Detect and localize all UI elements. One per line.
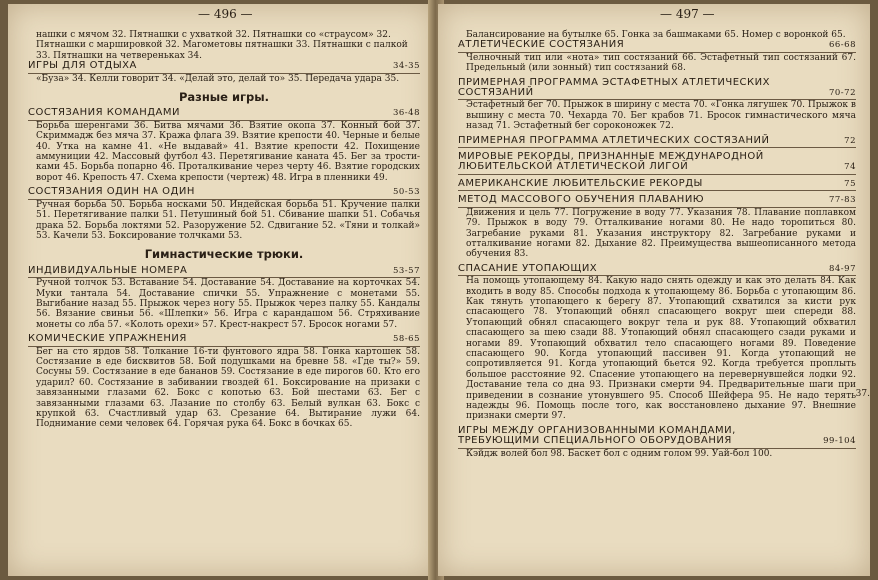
entry-heading [28, 266, 420, 278]
toc-entry [458, 179, 856, 191]
entry-heading [458, 426, 856, 449]
entry-title: СПАСАНИЕ УТОПАЮЩИХ [458, 262, 598, 274]
entry-heading [28, 187, 420, 199]
toc-entry [458, 136, 856, 148]
right-page-content [458, 30, 856, 463]
right-page [438, 4, 870, 576]
toc-entry [28, 61, 420, 84]
entry-subtopics: Кэйдж волей бол 98. Баскет бол с одним голом 99. Уай-бол 100. [466, 448, 773, 459]
toc-entry [458, 264, 856, 422]
entry-pages: 77-83 [828, 195, 856, 206]
entry-pages: 34-35 [392, 61, 420, 72]
entry-subtopics: Движения и цель 77. Погружение в воду 77. Указания 78. Плавание поплавком 79. Прыжок в воду 79. Отталкивание ногами 80. Не надо торопиться 80. Загребание руками 81. Указания инструктору 82. Загребание руками и отталкивание ногами 82. Дыхание 82. Преимущества вышеописанного метода обучения 83. [466, 207, 856, 260]
entry-title: АТЛЕТИЧЕСКИЕ СОСТЯЗАНИЯ [458, 39, 625, 51]
toc-entry [458, 195, 856, 259]
toc-entry [28, 108, 420, 183]
toc-entry [28, 266, 420, 330]
entry-heading [458, 40, 856, 52]
toc-entry [28, 187, 420, 241]
toc-entry [458, 40, 856, 73]
entry-pages: 99-104 [823, 436, 856, 447]
entry-heading [458, 136, 856, 148]
entry-pages: 66-68 [828, 40, 856, 51]
entry-title: ИГРЫ МЕЖДУ ОРГАНИЗОВАННЫМИ КОМАНДАМИ, ТРЕБУЮЩИМИ СПЕЦИАЛЬНОГО ОБОРУДОВАНИЯ [458, 424, 736, 447]
entry-pages: 36-48 [392, 108, 420, 119]
entry-subtopics: Челночный тип или «нота» тип состязаний 66. Эстафетный тип состязаний 67. Предельный (или зонный) тип состязаний 68. [466, 52, 856, 74]
entry-title: МЕТОД МАССОВОГО ОБУЧЕНИЯ ПЛАВАНИЮ [458, 194, 705, 206]
edge-fragment: 37. [855, 389, 870, 399]
entry-pages: 50-53 [392, 187, 420, 198]
continuation-text: Балансирование на бутылке 65. Гонка за башмаками 65. Номер с воронкой 65. [466, 30, 846, 40]
entry-title: ПРИМЕРНАЯ ПРОГРАММА ЭСТАФЕТНЫХ АТЛЕТИЧЕСКИХ СОСТЯЗАНИЙ [458, 76, 770, 99]
left-page [8, 4, 434, 576]
entry-subtopics: На помощь утопающему 84. Какую надо снять одежду и как это делать 84. Как входить в воду 85. Способы подхода к утопающему 86. Борьба с утопающим 86. Как тянуть утопающего к берегу 87. Утопающий схватился за кисти рук спасающего 78. Утопающий обнял спасающего вокруг шеи спереди 88. Утопающий обнял спасающего вокруг тела и рук 88. Утопающий обхватил спасающего за шею сзади 88. Утопающий обнял спасающего сзади руками и ногами 89. Утопающий обхватил тело спасающего ногами 89. Поведение спасающего 90. Когда утопающий пассивен 91. Когда утопающий не сопротивляется 91. Когда утопающий бьется 92. Когда требуется проплыть большое расстояние 92. Спасение утопающего на перевернувшейся лодки 92. Доставание тела со дна 93. Признаки смерти 94. Предварительные шаги при приведении в сознание утонувшего 95. Способ Шейфера 95. Не надо терять надежды 96. Помощь после того, как восстановлено дыхание 97. Внешние признаки смерти 97. [466, 276, 856, 422]
toc-entry [458, 426, 856, 459]
entry-heading [458, 179, 856, 191]
toc-entry [458, 78, 856, 132]
entry-pages: 70-72 [828, 88, 856, 99]
entry-title: МИРОВЫЕ РЕКОРДЫ, ПРИЗНАННЫЕ МЕЖДУНАРОДНОЙ ЛЮБИТЕЛЬСКОЙ АТЛЕТИЧЕСКОЙ ЛИГОЙ [458, 151, 764, 173]
entry-title: СОСТЯЗАНИЯ КОМАНДАМИ [28, 107, 180, 119]
toc-entry [28, 334, 420, 430]
entry-heading [458, 152, 856, 175]
page-number-right: — 497 — [660, 7, 715, 21]
entry-heading [458, 264, 856, 276]
entry-subtopics: Бег на сто ярдов 58. Толкание 16-ти фунтового ядра 58. Гонка картошек 58. Состязание в еде бисквитов 58. Бой подушками на бревне 58. «Где ты?» 59. Сосуны 59. Состязание в еде бананов 59. Состязание в еде пирогов 60. Кто его ударил? 60. Состязание в забивании гвоздей 61. Боксирование на призаки с завязанными глазами 62. Бокс с копотью 63. Бой шестами 63. Бег с завязанными глазами 63. Лазание по столбу 63. Белый вулкан 63. Бокс с крупкой 63. Счастливый удар 63. Срезание 64. Вытирание лужи 64. Поднимание семи человек 64. Горячая рука 64. Бокс в бочках 65. [36, 346, 420, 430]
entry-title: ИГРЫ ДЛЯ ОТДЫХА [28, 60, 137, 72]
left-page-content [28, 30, 420, 434]
entry-heading [28, 334, 420, 346]
entry-subtopics: «Буза» 34. Келли говорит 34. «Делай это, делай то» 35. Передача удара 35. [36, 73, 400, 84]
entry-pages: 75 [844, 178, 856, 189]
section-heading: Гимнастические трюки. [144, 247, 304, 262]
entry-title: ПРИМЕРНАЯ ПРОГРАММА АТЛЕТИЧЕСКИХ СОСТЯЗАНИЙ [458, 134, 770, 146]
entry-title: ИНДИВИДУАЛЬНЫЕ НОМЕРА [28, 264, 188, 276]
entry-heading [28, 61, 420, 73]
toc-entry [458, 152, 856, 175]
continuation-text: нашки с мячом 32. Пятнашки с ухваткой 32. Пятнашки со «страусом» 32. Пятнашки с маршировкой 32. Магометовы пятнашки 33. Пятнашки с палкой 33. Пятнашки на четвереньках 34. [36, 30, 408, 61]
entry-subtopics: Ручная борьба 50. Борьба носками 50. Индейская борьба 51. Кручение палки 51. Перетягивание палки 51. Петушиный бой 51. Сбивание шапки 51. Собачья драка 52. Борьба локтями 52. Разоружение 52. Сдвигание 52. «Тяни и толкай» 53. Качели 53. Боксирование толчками 53. [36, 199, 420, 241]
entry-pages: 84-97 [828, 263, 856, 274]
page-number-left: — 496 — [198, 7, 253, 21]
entry-pages: 74 [844, 162, 856, 173]
entry-title: КОМИЧЕСКИЕ УПРАЖНЕНИЯ [28, 333, 187, 345]
entry-subtopics: Борьба шеренгами 36. Битва мячами 36. Взятие окопа 37. Конный бой 37. Скриммадж без мяча 37. Кража флага 39. Взятие крепости 40. Черные и белые 40. Утка на камне 41. «Не выдавай» 41. Взятие крепости 42. Похищение аммуниции 42. Массовый футбол 43. Перетягивание каната 45. Бег за тростиками 45. Борьба попарно 46. Проталкивание через черту 46. Взятие городских ворот 46. Крепость 47. Схема крепости (чертеж) 48. Игра в пленники 49. [36, 120, 420, 183]
entry-subtopics: Эстафетный бег 70. Прыжок в ширину с места 70. «Гонка лягушек 70. Прыжок в вышину с места 70. Чехарда 70. Бег крабов 71. Бросок гимнастического мяча назад 71. Эстафетный бег сороконожек 72. [466, 100, 856, 132]
section-heading: Разные игры. [178, 90, 270, 105]
entry-title: АМЕРИКАНСКИЕ ЛЮБИТЕЛЬСКИЕ РЕКОРДЫ [458, 177, 703, 189]
entry-heading [458, 195, 856, 207]
entry-pages: 53-57 [392, 265, 420, 276]
entry-subtopics: Ручной толчок 53. Вставание 54. Доставание 54. Доставание на корточках 54. Муки танталa 54. Доставание спички 55. Упражнение с монетами 55. Выгибание назад 55. Прыжок через ногу 55. Прыжок через палку 55. Кандалы 56. Вязание свиньи 56. «Шлепки» 56. Игра с карандашом 56. Стряхивание монеты со лба 57. «Колоть орехи» 57. Крест-накрест 57. Бросок ногами 57. [36, 278, 420, 330]
entry-pages: 72 [844, 135, 856, 146]
entry-title: СОСТЯЗАНИЯ ОДИН НА ОДИН [28, 186, 195, 198]
entry-heading [458, 78, 856, 101]
entry-pages: 58-65 [392, 334, 420, 345]
entry-heading [28, 108, 420, 120]
